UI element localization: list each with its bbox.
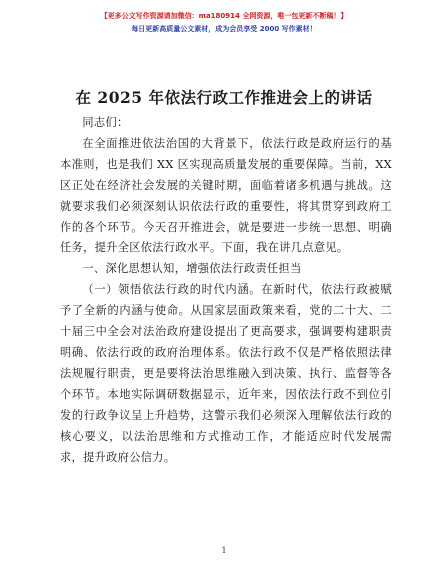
promo-banner [0,10,448,36]
document-body [60,113,392,468]
paragraph-subsection-1: （一）领悟依法行政的时代内涵。在新时代，依法行政被赋予了全新的内涵与使命。从国家层面政策来看，党的二十大、二十届三中全会对法治政府建设提出了更高要求，强调要构建职责明确、依法行政的政府治理体系。依法行政不仅是严格依照法律法规履行职责，更是要将法治思维融入到决策、执行、监督等各个环节。本地实际调研数据显示，近年来，因依法行政不到位引发的行政争议呈上升趋势，这警示我们必须深入理解依法行政的核心要义，以法治思维和方式推动工作，才能适应时代发展需求，提升政府公信力。 [60,283,392,464]
promo-line-1: 【更多公文写作资源请加微信：ma180914 全网资源，唯一包更新不断稿！】 [100,12,348,20]
promo-line-2: 每日更新高质量公文素材，成为会员享受 2000 写作素材！ [131,25,317,33]
greeting: 同志们： [82,116,129,129]
section-heading: 一、深化思想认知，增强依法行政责任担当 [82,262,302,276]
paragraph-intro: 在全面推进依法治国的大背景下，依法行政是政府运行的基本准则，也是我们 XX 区实现高质量发展的重要保障。当前，XX 区正处在经济社会发展的关键时期，面临着诸多机遇与挑战。这就要求我们必须深刻认识依法行政的重要性，将其贯穿到政府工作的各个环节。今天召开推进会，就是要进一步统一思想、明确任务，提升全区依法行政水平。下面，我在讲几点意见。 [60,136,392,255]
document-title: 在 2025 年依法行政工作推进会上的讲话 [75,88,373,107]
page-number: 1 [221,546,227,555]
